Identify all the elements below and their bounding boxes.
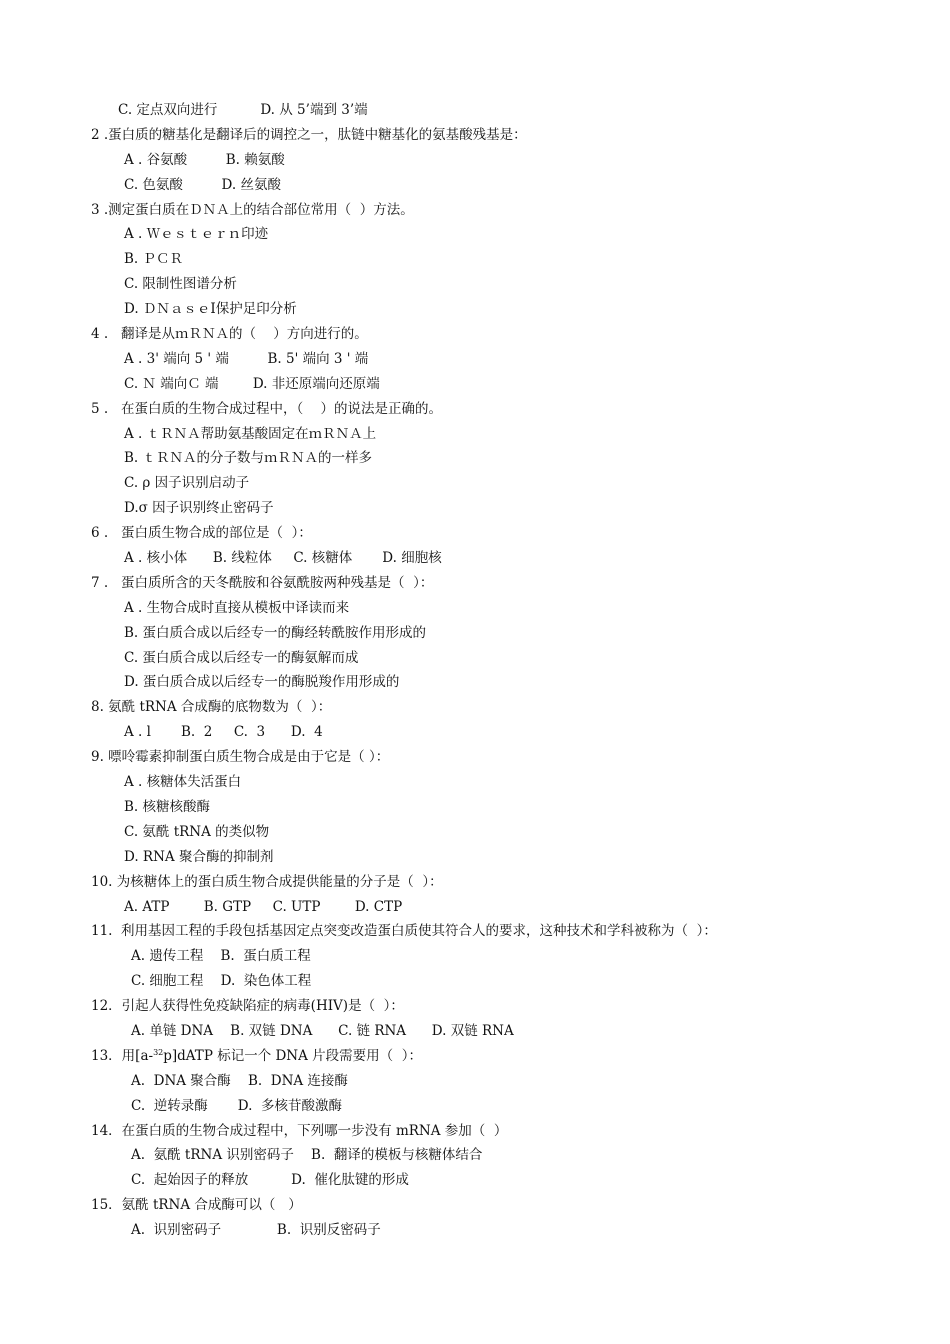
option-line bbox=[0, 770, 950, 795]
option-line bbox=[0, 1218, 950, 1243]
line-text: A . 核糖体失活蛋白 bbox=[124, 774, 242, 791]
line-text: C. 氨酰 tRNA 的类似物 bbox=[124, 823, 270, 840]
option-line bbox=[0, 795, 950, 820]
option-line bbox=[0, 720, 950, 745]
option-line bbox=[0, 98, 950, 123]
line-text: C. 限制性图谱分析 bbox=[124, 276, 237, 293]
line-text: A . 核小体 B. 线粒体 C. 核糖体 D. 细胞核 bbox=[124, 550, 442, 567]
line-text: 4 . 翻译是从ｍＲＮＡ的（ ）方向进行的。 bbox=[91, 326, 368, 343]
option-line bbox=[0, 148, 950, 173]
superscript: 32 bbox=[153, 1047, 164, 1057]
line-text: 10. 为核糖体上的蛋白质生物合成提供能量的分子是（ ）： bbox=[91, 873, 443, 890]
line-text: D. ＤＮａｓｅⅠ保护足印分析 bbox=[124, 301, 297, 318]
line-text: A. 遗传工程 B. 蛋白质工程 bbox=[131, 948, 311, 965]
option-line bbox=[0, 944, 950, 969]
line-text: C. ρ 因子识别启动子 bbox=[124, 475, 250, 492]
line-text: 3 .测定蛋白质在ＤＮＡ上的结合部位常用（ ）方法。 bbox=[91, 201, 414, 218]
option-line bbox=[0, 347, 950, 372]
option-line bbox=[0, 820, 950, 845]
option-line bbox=[0, 372, 950, 397]
line-text: A. 氨酰 tRNA 识别密码子 B. 翻译的模板与核糖体结合 bbox=[131, 1147, 483, 1164]
option-line bbox=[0, 173, 950, 198]
option-line bbox=[0, 422, 950, 447]
option-line bbox=[0, 471, 950, 496]
line-text: C. 蛋白质合成以后经专一的酶氨解而成 bbox=[124, 649, 359, 666]
option-line bbox=[0, 1069, 950, 1094]
option-line bbox=[0, 969, 950, 994]
line-text: B. 核糖核酸酶 bbox=[124, 798, 211, 815]
question-line bbox=[0, 571, 950, 596]
option-line bbox=[0, 297, 950, 322]
question-line bbox=[0, 397, 950, 422]
line-text: B. ＰＣＲ bbox=[124, 251, 184, 268]
line-text: C. 色氨酸 D. 丝氨酸 bbox=[124, 176, 281, 193]
line-text: A . 谷氨酸 B. 赖氨酸 bbox=[124, 151, 285, 168]
line-text: B. ｔＲＮＡ的分子数与ｍＲＮＡ的一样多 bbox=[124, 450, 373, 467]
question-line bbox=[0, 745, 950, 770]
line-text: C. 逆转录酶 D. 多核苷酸激酶 bbox=[131, 1097, 342, 1114]
question-line bbox=[0, 1044, 950, 1069]
option-line bbox=[0, 1019, 950, 1044]
question-line bbox=[0, 1193, 950, 1218]
line-text: A . l B. 2 C. 3 D. 4 bbox=[124, 724, 323, 741]
option-line bbox=[0, 895, 950, 920]
option-line bbox=[0, 670, 950, 695]
option-line bbox=[0, 646, 950, 671]
line-text: D. 蛋白质合成以后经专一的酶脱羧作用形成的 bbox=[124, 674, 400, 691]
question-line bbox=[0, 322, 950, 347]
option-line bbox=[0, 621, 950, 646]
question-line bbox=[0, 1119, 950, 1144]
line-text: A. 单链 DNA B. 双链 DNA C. 链 RNA D. 双链 RNA bbox=[131, 1022, 514, 1039]
option-line bbox=[0, 222, 950, 247]
question-line bbox=[0, 870, 950, 895]
line-text: A . 3' 端向 5 ' 端 B. 5' 端向 3 ' 端 bbox=[124, 350, 369, 367]
line-text: 2 .蛋白质的糖基化是翻译后的调控之一，肽链中糖基化的氨基酸残基是： bbox=[91, 126, 527, 143]
option-line bbox=[0, 496, 950, 521]
line-text: C. 定点双向进行 D. 从 5’端到 3’端 bbox=[118, 102, 368, 118]
line-text: 7 . 蛋白质所含的天冬酰胺和谷氨酰胺两种残基是（ ）： bbox=[91, 574, 434, 591]
line-text: A. DNA 聚合酶 B. DNA 连接酶 bbox=[131, 1072, 348, 1089]
line-text: A . ｔＲＮＡ帮助氨基酸固定在ｍＲＮＡ上 bbox=[124, 425, 377, 442]
option-line bbox=[0, 272, 950, 297]
line-text: 13．用[a- bbox=[91, 1047, 154, 1064]
line-text: 8. 氨酰 tRNA 合成酶的底物数为（ ）： bbox=[91, 699, 332, 716]
line-text: 11. 利用基因工程的手段包括基因定点突变改造蛋白质使其符合人的要求，这种技术和学科被称为（ ）： bbox=[91, 923, 717, 940]
line-text: C. 细胞工程 D. 染色体工程 bbox=[131, 973, 312, 990]
question-line bbox=[0, 994, 950, 1019]
line-text: C. Ｎ 端向Ｃ 端 D. 非还原端向还原端 bbox=[124, 375, 380, 392]
question-line bbox=[0, 123, 950, 148]
line-text: 9. 嘌呤霉素抑制蛋白质生物合成是由于它是（ ）： bbox=[91, 749, 390, 766]
line-text: 12．引起人获得性免疫缺陷症的病毒(HIV)是（ ）： bbox=[91, 998, 404, 1015]
document-body bbox=[0, 98, 950, 1243]
option-line bbox=[0, 1168, 950, 1193]
option-line bbox=[0, 596, 950, 621]
line-text: A . 生物合成时直接从模板中译读而来 bbox=[124, 599, 350, 616]
line-text: A. ATP B. GTP C. UTP D. CTP bbox=[124, 898, 403, 915]
line-text: D.σ 因子识别终止密码子 bbox=[124, 500, 274, 517]
option-line bbox=[0, 546, 950, 571]
line-text-rest: p]dATP 标记一个 DNA 片段需要用（ ）： bbox=[163, 1047, 422, 1064]
question-line bbox=[0, 198, 950, 223]
line-text: C. 起始因子的释放 D. 催化肽键的形成 bbox=[131, 1172, 409, 1189]
line-text: 14．在蛋白质的生物合成过程中，下列哪一步没有 mRNA 参加（ ） bbox=[91, 1122, 508, 1139]
option-line bbox=[0, 845, 950, 870]
option-line bbox=[0, 1094, 950, 1119]
line-text: 6 . 蛋白质生物合成的部位是（ ）： bbox=[91, 525, 312, 542]
line-text: D. RNA 聚合酶的抑制剂 bbox=[124, 848, 274, 865]
line-text: A. 识别密码子 B. 识别反密码子 bbox=[131, 1222, 381, 1239]
line-text: 15．氨酰 tRNA 合成酶可以（ ） bbox=[91, 1197, 302, 1214]
question-line bbox=[0, 919, 950, 944]
line-text: A . Ｗｅｓｔｅｒｎ印迹 bbox=[124, 226, 269, 243]
option-line bbox=[0, 247, 950, 272]
line-text: 5 . 在蛋白质的生物合成过程中，（ ）的说法是正确的。 bbox=[91, 400, 442, 417]
question-line bbox=[0, 521, 950, 546]
option-line bbox=[0, 1143, 950, 1168]
option-line bbox=[0, 446, 950, 471]
line-text: B. 蛋白质合成以后经专一的酶经转酰胺作用形成的 bbox=[124, 624, 427, 641]
question-line bbox=[0, 695, 950, 720]
